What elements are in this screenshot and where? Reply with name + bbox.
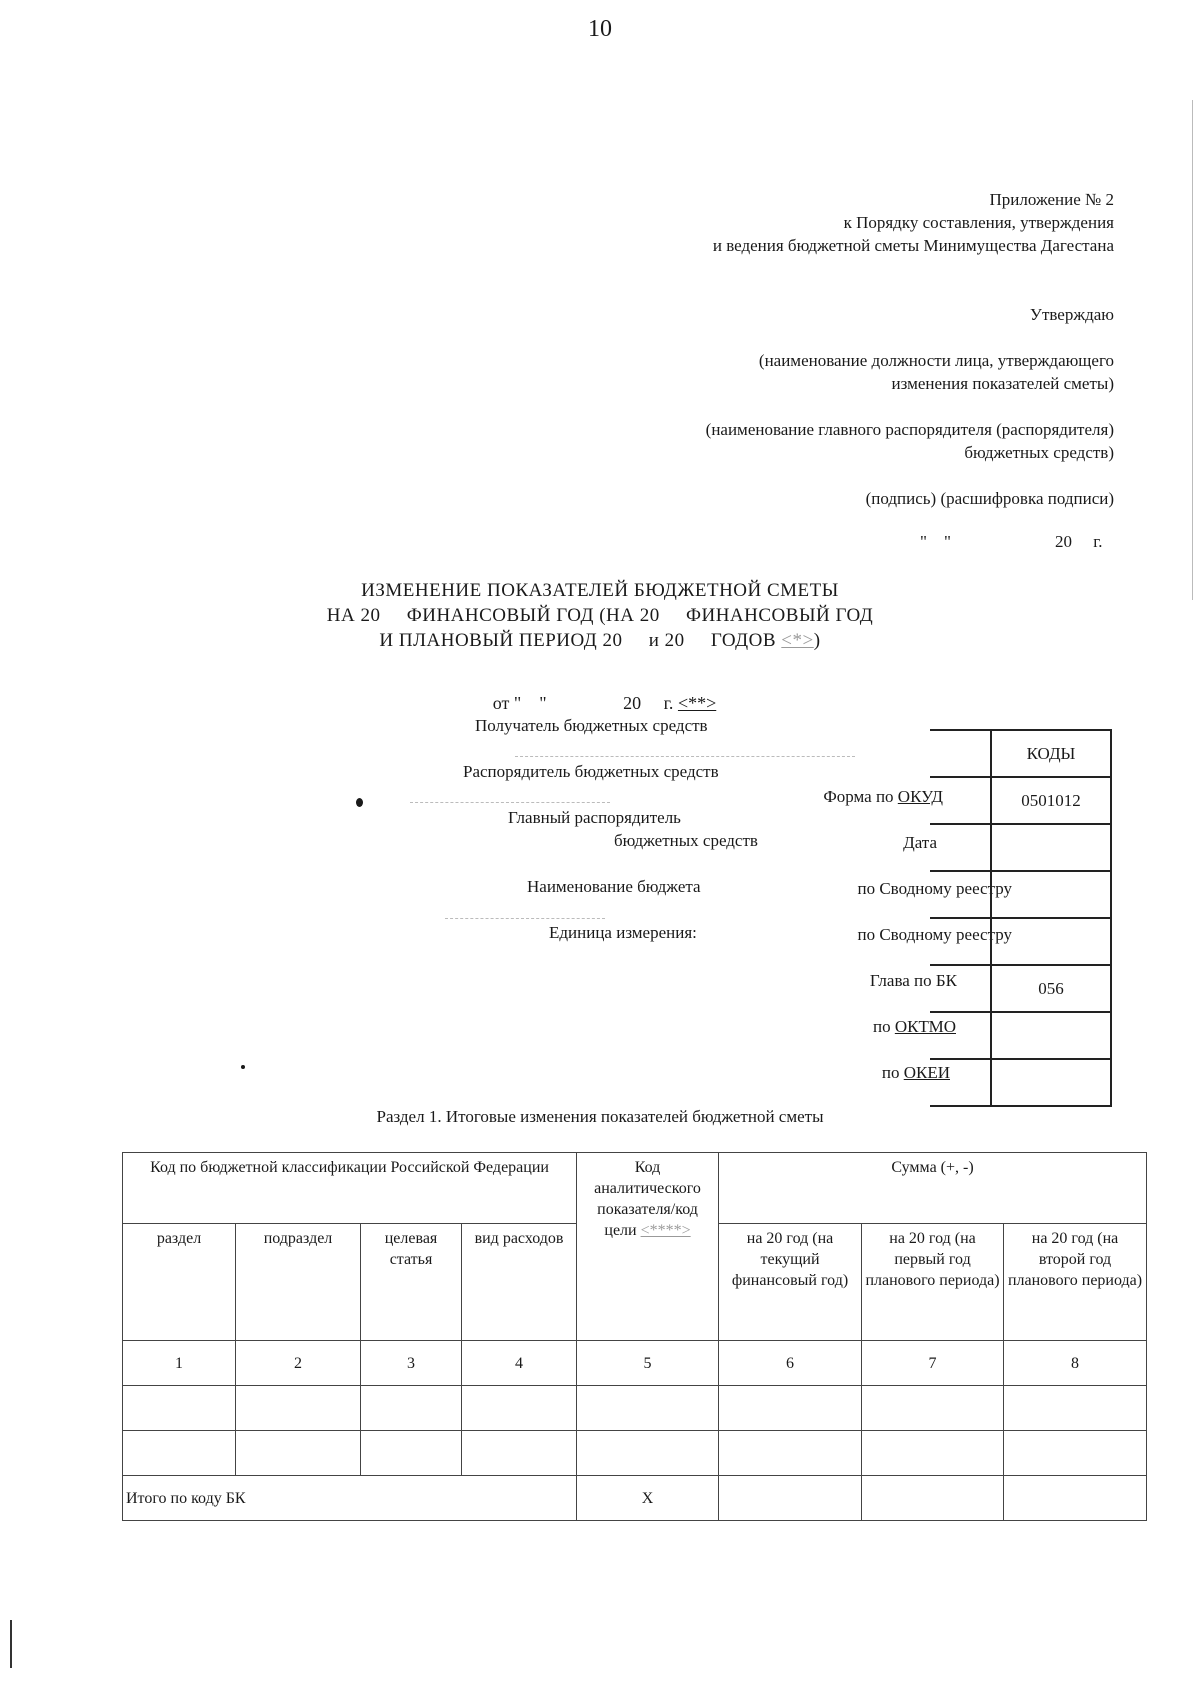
chief-label-2: бюджетных средств [614, 831, 758, 850]
codes-row [930, 777, 1111, 824]
codes-box [930, 729, 1112, 1107]
table-cell [462, 1386, 577, 1431]
col-number: 5 [577, 1341, 719, 1386]
caption-line: (наименование должности лица, утверждающего [758, 351, 1114, 370]
analytic-code-text: Код аналитического показателя/код цели [594, 1159, 701, 1239]
manager-caption [706, 418, 1114, 464]
codes-row [930, 1012, 1111, 1059]
target-article-col-header: целевая статья [361, 1224, 462, 1341]
col-number: 7 [862, 1341, 1004, 1386]
codes-row [930, 918, 1111, 965]
codes-spacer [930, 730, 991, 777]
table-cell [123, 1386, 236, 1431]
year-first-col-header: на 20 год (на первый год планового периода) [862, 1224, 1004, 1341]
title-line: НА 20 ФИНАНСОВЫЙ ГОД (НА 20 ФИНАНСОВЫЙ ГОД [326, 605, 874, 626]
appendix-line: к Порядку составления, утверждения [843, 213, 1114, 232]
oktmo-value [991, 1012, 1111, 1059]
table-cell [719, 1386, 862, 1431]
position-caption [759, 349, 1114, 395]
codes-row [930, 824, 1111, 871]
registry-value-2 [991, 918, 1111, 965]
page-number: 10 [588, 16, 612, 42]
codes-row [930, 965, 1111, 1012]
title-text: ) [813, 630, 821, 651]
code-row-label-okud [823, 787, 943, 807]
caption-line: изменения показателей сметы) [891, 374, 1114, 393]
footnote-link[interactable]: <****> [640, 1222, 691, 1239]
caption-line: (наименование главного распорядителя (распорядителя) [705, 420, 1114, 439]
code-label-text: Форма по [823, 787, 898, 806]
table-cell [236, 1386, 361, 1431]
codes-spacer [930, 777, 991, 824]
table-cell [1004, 1386, 1147, 1431]
sum-header: Сумма (+, -) [719, 1153, 1147, 1224]
appendix-line: и ведения бюджетной сметы Минимущества Дагестана [712, 236, 1114, 255]
table-cell [236, 1431, 361, 1476]
footnote-link[interactable]: <*> [781, 630, 814, 651]
table-cell [361, 1386, 462, 1431]
table-cell [577, 1386, 719, 1431]
approval-date-year: 20 г. [1055, 532, 1103, 551]
appendix-line: Приложение № 2 [989, 190, 1114, 209]
from-date-text: от " " 20 г. [492, 693, 674, 713]
codes-header: КОДЫ [991, 730, 1111, 777]
okud-link[interactable]: ОКУД [897, 787, 943, 806]
caption-line: бюджетных средств) [964, 443, 1114, 462]
appendix-block [713, 188, 1114, 257]
title-text: И ПЛАНОВЫЙ ПЕРИОД 20 и 20 ГОДОВ [379, 630, 777, 651]
expense-type-col-header: вид расходов [462, 1224, 577, 1341]
scan-edge [10, 1620, 12, 1668]
col-number: 1 [123, 1341, 236, 1386]
codes-spacer [930, 1012, 991, 1059]
footnote-link[interactable]: <**> [677, 693, 717, 713]
codes-spacer [930, 1059, 991, 1106]
codes-spacer [930, 965, 991, 1012]
col-number: 8 [1004, 1341, 1147, 1386]
manager-label: Распорядитель бюджетных средств [463, 762, 719, 781]
budget-table [122, 1152, 1147, 1521]
table-cell [123, 1431, 236, 1476]
table-header-row [123, 1153, 1147, 1224]
okud-value: 0501012 [991, 777, 1111, 824]
code-row-label-registry-2: по Сводному реестру [857, 925, 1012, 944]
subsection-col-header: подраздел [236, 1224, 361, 1341]
approval-date-quote: " " [920, 532, 951, 551]
col-number: 2 [236, 1341, 361, 1386]
table-cell [361, 1431, 462, 1476]
col-number: 3 [361, 1341, 462, 1386]
table-cell [862, 1476, 1004, 1521]
title-line [0, 628, 1200, 653]
oktmo-link[interactable]: ОКТМО [894, 1017, 956, 1036]
fill-line [515, 756, 855, 757]
unit-label: Единица измерения: [549, 923, 697, 942]
code-label-text: по [881, 1063, 904, 1082]
year-current-col-header: на 20 год (на текущий финансовый год) [719, 1224, 862, 1341]
code-row-label-registry: по Сводному реестру [857, 879, 1012, 898]
codes-header-row [930, 730, 1111, 777]
table-row [123, 1386, 1147, 1431]
title-line: ИЗМЕНЕНИЕ ПОКАЗАТЕЛЕЙ БЮДЖЕТНОЙ СМЕТЫ [361, 580, 839, 601]
table-cell [1004, 1476, 1147, 1521]
recipient-label: Получатель бюджетных средств [475, 716, 708, 735]
col-number: 6 [719, 1341, 862, 1386]
code-row-label-chapter: Глава по БК [869, 971, 957, 990]
codes-spacer [930, 824, 991, 871]
codes-spacer [930, 918, 991, 965]
approve-label: Утверждаю [1029, 305, 1114, 324]
scan-mark [241, 1065, 245, 1069]
codes-row [930, 1059, 1111, 1106]
table-cell [1004, 1431, 1147, 1476]
budget-name-label: Наименование бюджета [527, 877, 701, 896]
scan-mark [356, 798, 363, 807]
code-row-label-date: Дата [903, 833, 937, 852]
table-cell [719, 1431, 862, 1476]
table-cell [719, 1476, 862, 1521]
okei-value [991, 1059, 1111, 1106]
col-number: 4 [462, 1341, 577, 1386]
document-title [0, 578, 1200, 653]
table-cell [577, 1431, 719, 1476]
okei-link[interactable]: ОКЕИ [903, 1063, 950, 1082]
fill-line [410, 802, 610, 803]
chief-label: Главный распорядитель [508, 808, 681, 827]
table-number-row [123, 1341, 1147, 1386]
date-value [991, 824, 1111, 871]
scan-edge [1192, 100, 1193, 600]
fill-line [445, 918, 605, 919]
year-second-col-header: на 20 год (на второй год планового периода) [1004, 1224, 1147, 1341]
registry-value [991, 871, 1111, 918]
code-label-text: по [872, 1017, 895, 1036]
total-row [123, 1476, 1147, 1521]
table-row [123, 1431, 1147, 1476]
signature-caption: (подпись) (расшифровка подписи) [865, 489, 1114, 508]
table-cell [862, 1386, 1004, 1431]
codes-row [930, 871, 1111, 918]
bk-code-header: Код по бюджетной классификации Российской Федерации [123, 1153, 577, 1224]
codes-spacer [930, 871, 991, 918]
table-cell [462, 1431, 577, 1476]
total-x: X [577, 1476, 719, 1521]
section-title: Раздел 1. Итоговые изменения показателей бюджетной сметы [376, 1107, 824, 1126]
analytic-code-header [577, 1153, 719, 1341]
table-cell [862, 1431, 1004, 1476]
chapter-value: 056 [991, 965, 1111, 1012]
total-label: Итого по коду БК [123, 1476, 577, 1521]
section-col-header: раздел [123, 1224, 236, 1341]
from-date [0, 672, 1200, 714]
